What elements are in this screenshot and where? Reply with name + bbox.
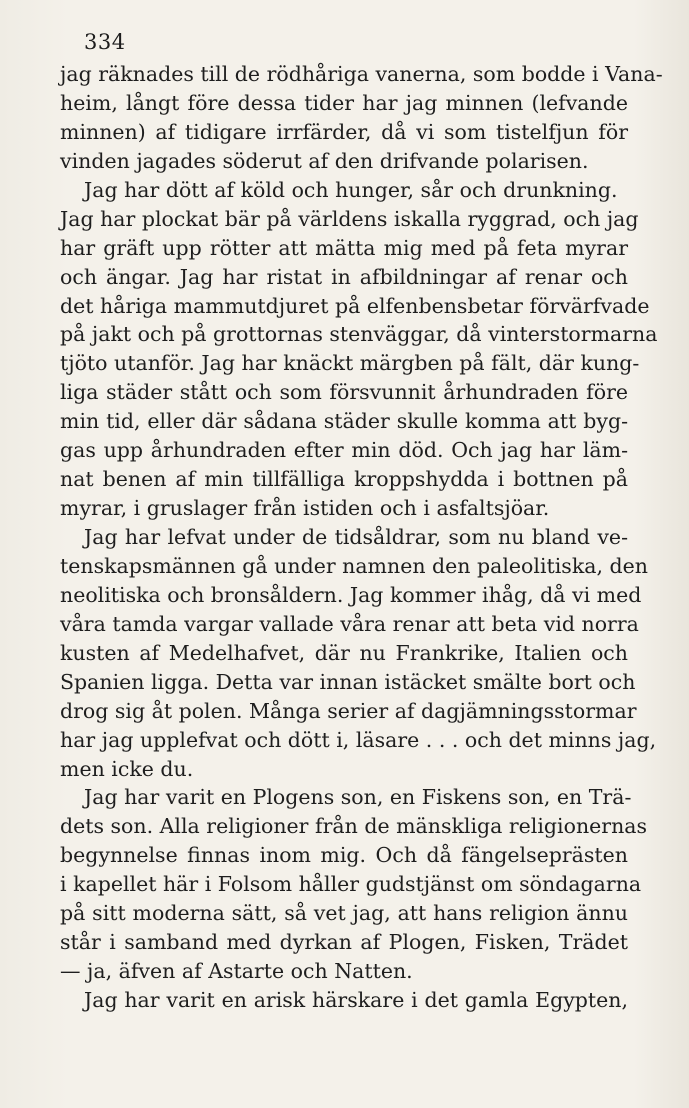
text-line: Jag har varit en Plogens son, en Fiskens son, en Trä- [84, 785, 632, 810]
text-line: i kapellet här i Folsom håller gudstjänst om söndagarna [60, 872, 642, 897]
text-line: dets son. Alla religioner från de mänskliga religionernas [60, 814, 648, 839]
text-line: vinden jagades söderut af den drifvande polarisen. [60, 148, 589, 173]
text-line: jag räknades till de rödhåriga vanerna, som bodde i Vana- [60, 62, 663, 86]
text-line: Jag har varit en arisk härskare i det gamla Egypten, [84, 988, 628, 1012]
text-line: liga städer stått och som försvunnit århundraden före [60, 380, 628, 405]
text-line: heim, långt före dessa tider har jag minnen (lefvande [60, 90, 628, 115]
text-line: och ängar. Jag har ristat in afbildningar af renar och [60, 264, 628, 289]
text-line: myrar, i gruslager från istiden och i asfaltsjöar. [60, 496, 550, 521]
text-line: står i samband med dyrkan af Plogen, Fisken, Trädet [60, 930, 628, 955]
text-line: drog sig åt polen. Många serier af dagjämningsstormar [60, 698, 637, 723]
text-line: Jag har dött af köld och hunger, sår och drunkning. [84, 177, 618, 202]
text-line: våra tamda vargar vallade våra renar att beta vid norra [60, 611, 639, 636]
text-line: Jag har lefvat under de tidsåldrar, som nu bland ve- [84, 525, 628, 549]
text-line: minnen) af tidigare irrfärder, då vi som tistelfjun för [60, 119, 628, 144]
text-line: men icke du. [60, 756, 194, 781]
text-line: har gräft upp rötter att mätta mig med på feta myrar [60, 235, 628, 260]
text-line: neolitiska och bronsåldern. Jag kommer ihåg, då vi med [60, 582, 642, 607]
text-line: gas upp århundraden efter min död. Och jag har läm- [60, 438, 628, 463]
text-line: på jakt och på grottornas stenväggar, då vinterstormarna [60, 322, 658, 347]
text-line: kusten af Medelhafvet, där nu Frankrike, Italien och [60, 640, 628, 665]
text-line: har jag upplefvat och dött i, läsare . . . och det minns jag, [60, 727, 657, 752]
body-text [60, 60, 663, 1015]
text-line: nat benen af min tillfälliga kroppshydda i bottnen på [60, 467, 628, 492]
text-line: tenskapsmännen gå under namnen den paleolitiska, den [60, 553, 648, 578]
text-line: min tid, eller där sådana städer skulle komma att byg- [60, 409, 628, 434]
text-line: tjöto utanför. Jag har knäckt märgben på fält, där kung- [60, 351, 640, 376]
text-line: på sitt moderna sätt, så vet jag, att hans religion ännu [60, 901, 628, 926]
text-line: det håriga mammutdjuret på elfenbensbetar förvärfvade [60, 293, 650, 318]
text-line: — ja, äfven af Astarte och Natten. [60, 959, 413, 984]
text-line: Jag har plockat bär på världens iskalla ryggrad, och jag [60, 206, 639, 231]
page-number: 334 [84, 30, 126, 54]
text-line: begynnelse finnas inom mig. Och då fängelseprästen [60, 843, 628, 868]
text-line: Spanien ligga. Detta var innan istäcket smälte bort och [60, 669, 636, 694]
